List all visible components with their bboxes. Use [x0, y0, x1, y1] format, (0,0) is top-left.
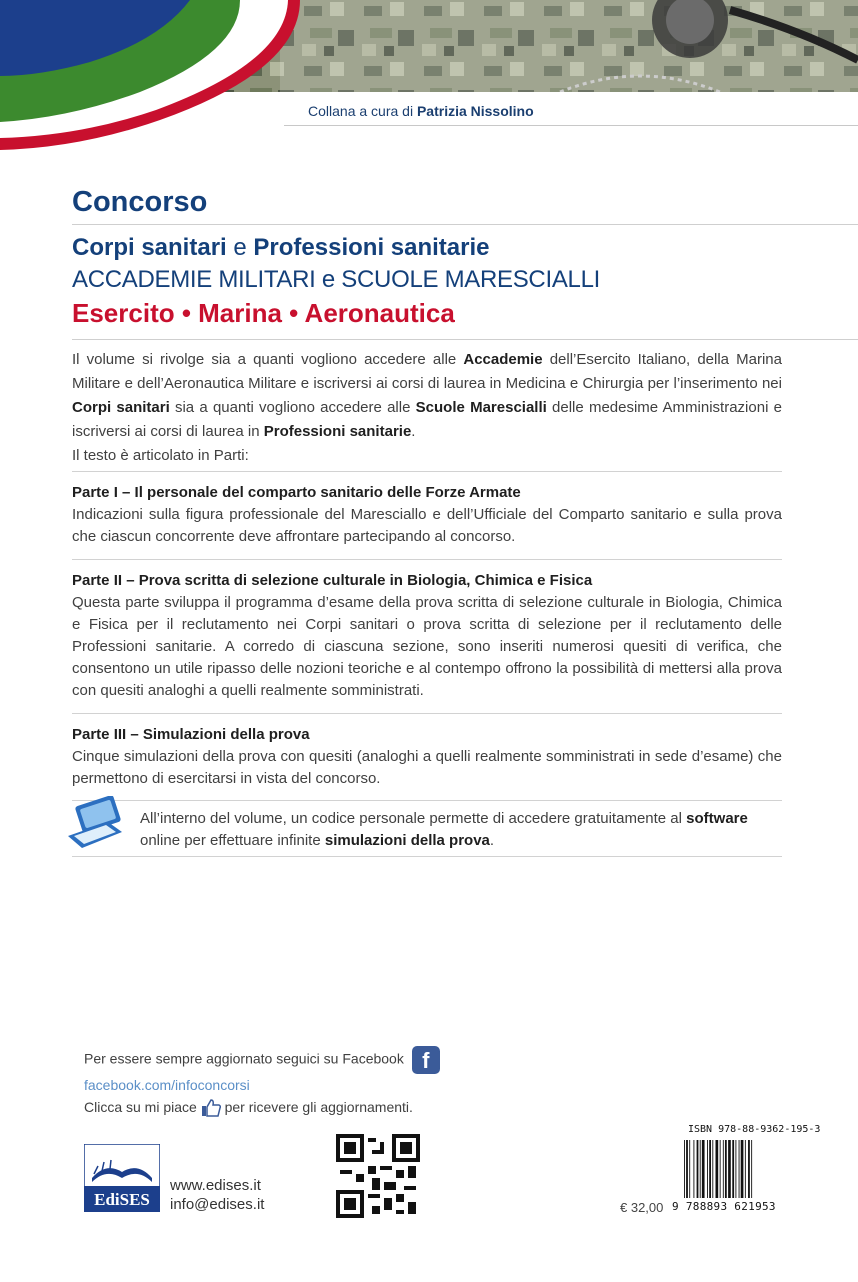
laptop-icon: [64, 796, 124, 852]
title-concorso: Concorso: [72, 186, 208, 218]
subtitle-corpi-sanitari: Corpi sanitari: [72, 234, 227, 261]
section-divider: [72, 559, 782, 560]
software-note: All’interno del volume, un codice personale permette di accedere gratuitamente al software online per effettuare infinite simulazioni della prova.: [140, 810, 748, 849]
facebook-link[interactable]: facebook.com/infoconcorsi: [84, 1077, 250, 1093]
facebook-icon[interactable]: f: [412, 1046, 440, 1074]
cover-banner: [0, 0, 858, 160]
section-divider: [72, 800, 782, 801]
part-3-title: Parte III – Simulazioni della prova: [72, 726, 310, 743]
subtitle-professioni-sanitarie: Professioni sanitarie: [253, 234, 490, 261]
divider: [72, 224, 858, 225]
section-divider: [72, 856, 782, 857]
subtitle-conjunction: e: [233, 234, 247, 261]
thumbs-up-icon: [201, 1099, 221, 1117]
intro-paragraph: Il volume si rivolge sia a quanti vogliono accedere alle Accademie dell’Esercito Italiano, della Marina Militare e dell’Aeronautica Militare e iscriversi ai corsi di laurea in Medicina e Chirurgia per l’inserimento nei Corpi sanitari sia a quanti vogliono accedere alle Scuole Marescialli delle medesime Amministrazioni e iscriversi ai corsi di laurea in Professioni sanitarie. Il testo è articolato in Parti:: [72, 351, 782, 464]
like-text: Clicca su mi piace: [84, 1099, 197, 1115]
facebook-block: [84, 1046, 440, 1118]
part-1: [72, 482, 782, 548]
section-divider: [72, 713, 782, 714]
section-divider: [72, 471, 782, 472]
divider: [72, 339, 858, 340]
part-2-body: Questa parte sviluppa il programma d’esame della prova scritta di selezione culturale in Biologia, Chimica e Fisica per il reclutamento nei Corpi sanitari o prova scritta di selezione per il reclutamento delle Professioni sanitarie. A corredo di ciascuna sezione, sono inseriti numerosi quesiti di verifica, che consentono un utile ripasso delle nozioni teoriche e al contempo offrono la possibilità di mettersi alla prova con quesiti analoghi a quelli realmente somministrati.: [72, 594, 782, 699]
subtitle: [72, 234, 490, 262]
part-1-body: Indicazioni sulla figura professionale del Maresciallo e dell’Ufficiale del Comparto sanitario e sulla prova che ciascun concorrente deve affrontare partecipando al concorso.: [72, 506, 782, 545]
series-divider: [284, 125, 858, 126]
armed-forces-line: Esercito • Marina • Aeronautica: [72, 298, 455, 328]
series-credit: [308, 103, 534, 119]
like-text-end: per ricevere gli aggiornamenti.: [224, 1099, 413, 1115]
publisher-website[interactable]: www.edises.it: [170, 1177, 261, 1194]
facebook-follow-text: Per essere sempre aggiornato seguici su Facebook: [84, 1050, 404, 1067]
qr-code: [336, 1134, 420, 1218]
publisher-contacts: [170, 1176, 264, 1214]
part-3: [72, 724, 782, 790]
part-3-body: Cinque simulazioni della prova con quesiti (analoghi a quelli realmente somministrati in sede d’esame) che permettono di esercitarsi in vista del concorso.: [72, 748, 782, 787]
academies-line: ACCADEMIE MILITARI e SCUOLE MARESCIALLI: [72, 266, 600, 293]
price: € 32,00: [620, 1200, 664, 1215]
svg-text:EdiSES: EdiSES: [94, 1190, 150, 1209]
publisher-email[interactable]: info@edises.it: [170, 1196, 265, 1213]
intro-parts-lead: Il testo è articolato in Parti:: [72, 447, 249, 464]
barcode-digits: 9 788893 621953: [672, 1200, 776, 1213]
part-2-title: Parte II – Prova scritta di selezione culturale in Biologia, Chimica e Fisica: [72, 572, 593, 589]
series-prefix: Collana a cura di: [308, 103, 414, 119]
edises-logo: [84, 1144, 160, 1212]
isbn-label: ISBN 978-88-9362-195-3: [688, 1124, 821, 1135]
series-editor: Patrizia Nissolino: [416, 103, 534, 119]
part-2: [72, 570, 782, 702]
part-1-title: Parte I – Il personale del comparto sanitario delle Forze Armate: [72, 484, 521, 501]
